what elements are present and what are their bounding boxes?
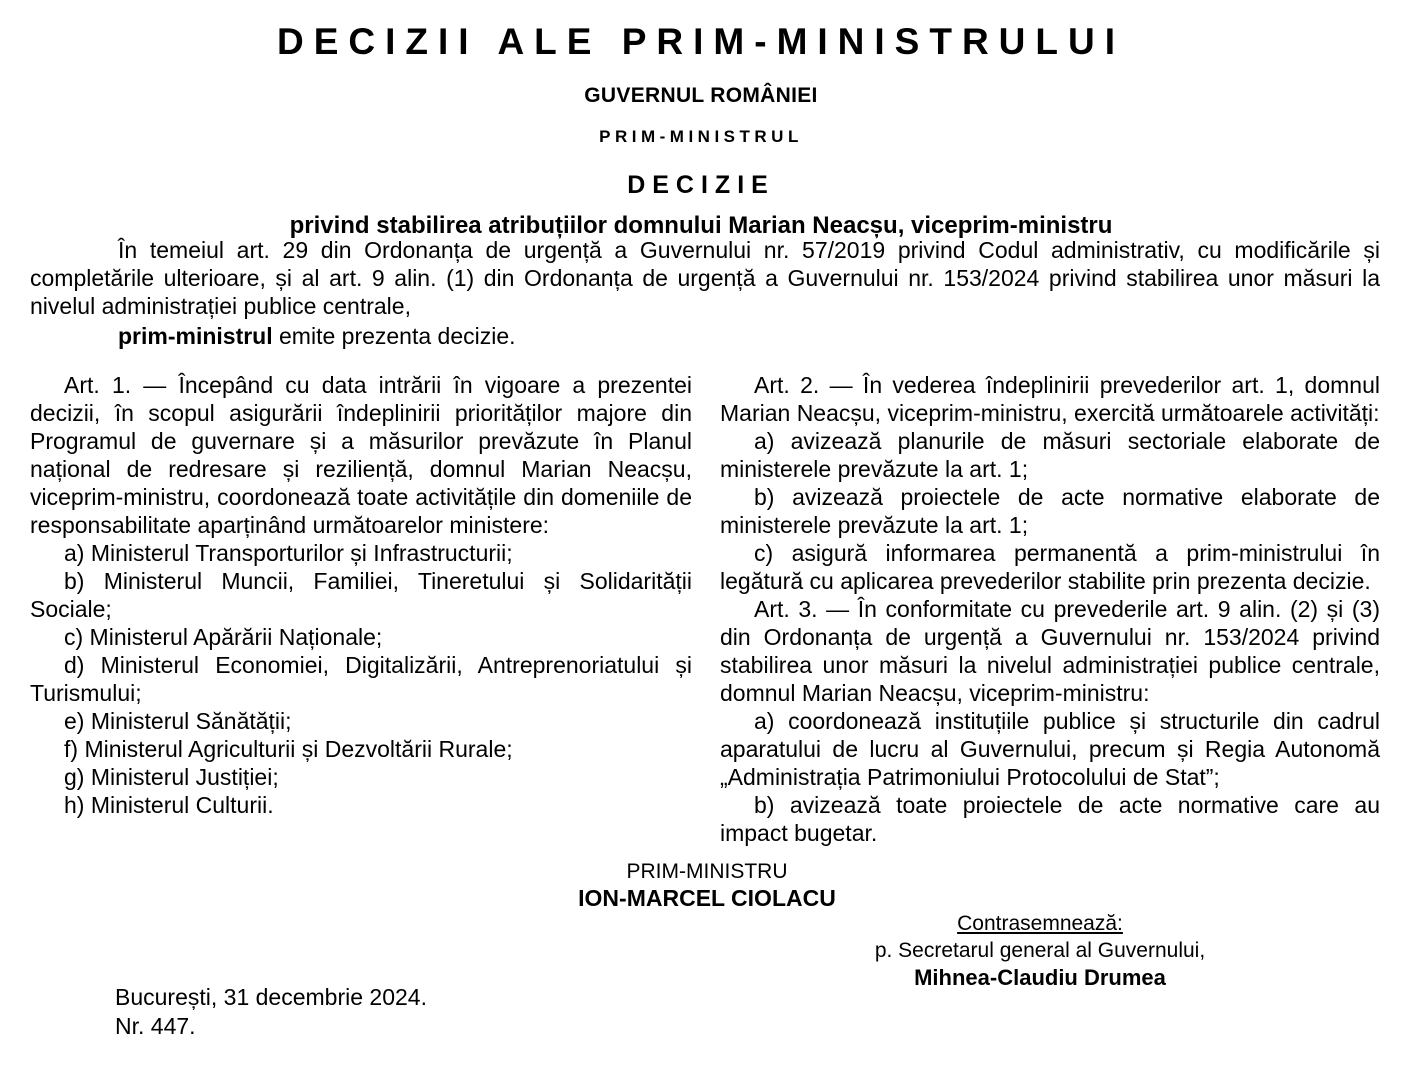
prime-minister-heading: PRIM-MINISTRUL <box>599 126 803 146</box>
ministry-item-a: a) Ministerul Transporturilor și Infrastructurii; <box>64 540 513 566</box>
ministry-item-d: d) Ministerul Economiei, Digitalizării, Antreprenoriatului și Turismului; <box>30 652 692 706</box>
column-left <box>30 371 692 819</box>
ministry-item-e: e) Ministerul Sănătății; <box>64 708 292 734</box>
signature-countersign <box>850 910 1230 991</box>
countersign-name: Mihnea-Claudiu Drumea <box>914 965 1166 990</box>
ministry-item-g: g) Ministerul Justiției; <box>64 764 279 790</box>
article-3-item-b: b) avizează toate proiectele de acte normative care au impact bugetar. <box>720 792 1380 846</box>
countersign-role: p. Secretarul general al Guvernului, <box>874 939 1206 962</box>
enacting-rest: emite prezenta decizie. <box>272 323 516 349</box>
page-title: DECIZII ALE PRIM-MINISTRULUI <box>277 21 1125 62</box>
decision-heading: DECIZIE <box>627 170 775 199</box>
pm-signature-name: ION-MARCEL CIOLACU <box>578 885 836 911</box>
article-1-body: Art. 1. — Începând cu data intrării în vigoare a prezentei decizii, în scopul asigurării îndeplinirii priorităților majore din Programul de guvernare și a măsurilor prevăzute în Planul național de redresare și reziliență, domnul Marian Neacșu, viceprim-ministru, coordonează toate activitățile din domeniile de responsabilitate aparținând următoarelor ministere: <box>30 372 692 538</box>
enacting-bold: prim-ministrul <box>118 323 273 349</box>
countersign-title: Contrasemnează: <box>957 912 1123 935</box>
article-3-item-a: a) coordonează instituțiile publice și structurile din cadrul aparatului de lucru al Guvernului, precum și Regia Autonomă „Administrația Patrimoniului Protocolului de Stat”; <box>720 708 1380 790</box>
decision-subject: privind stabilirea atribuțiilor domnului Marian Neacșu, viceprim-ministru <box>289 211 1113 239</box>
document-footer <box>115 983 427 1041</box>
ministry-item-f: f) Ministerul Agriculturii și Dezvoltării Rurale; <box>64 736 513 762</box>
article-2-item-c: c) asigură informarea permanentă a prim-ministrului în legătură cu aplicarea prevederilor stabilite prin prezenta decizie. <box>720 540 1380 594</box>
ministry-item-h: h) Ministerul Culturii. <box>64 792 274 818</box>
pm-signature-role: PRIM-MINISTRU <box>626 860 788 883</box>
enacting-paragraph <box>30 322 1380 350</box>
legal-basis-paragraph: În temeiul art. 29 din Ordonanța de urgență a Guvernului nr. 57/2019 privind Codul administrativ, cu modificările și completările ulterioare, și al art. 9 alin. (1) din Ordonanța de urgență a Guvernului nr. 153/2024 privind stabilirea unor măsuri la nivelul administrației publice centrale, <box>30 237 1380 319</box>
ministry-item-c: c) Ministerul Apărării Naționale; <box>64 624 383 650</box>
article-3-body: Art. 3. — În conformitate cu prevederile art. 9 alin. (2) și (3) din Ordonanța de urgență a Guvernului nr. 153/2024 privind stabilirea unor măsuri la nivelul administrației publice centrale, domnul Marian Neacșu, viceprim-ministru: <box>720 596 1380 706</box>
article-2-body: Art. 2. — În vederea îndeplinirii prevederilor art. 1, domnul Marian Neacșu, viceprim-ministru, exercită următoarele activități: <box>720 372 1380 426</box>
column-right <box>720 371 1380 847</box>
government-heading: GUVERNUL ROMÂNIEI <box>584 83 818 107</box>
footer-place-date: București, 31 decembrie 2024. <box>115 984 427 1010</box>
ministry-item-b: b) Ministerul Muncii, Familiei, Tineretului și Solidarității Sociale; <box>30 568 692 622</box>
signature-prime-minister <box>517 858 897 912</box>
article-2-item-b: b) avizează proiectele de acte normative elaborate de ministerele prevăzute la art. 1; <box>720 484 1380 538</box>
article-2-item-a: a) avizează planurile de măsuri sectoriale elaborate de ministerele prevăzute la art. 1; <box>720 428 1380 482</box>
footer-number: Nr. 447. <box>115 1013 196 1039</box>
